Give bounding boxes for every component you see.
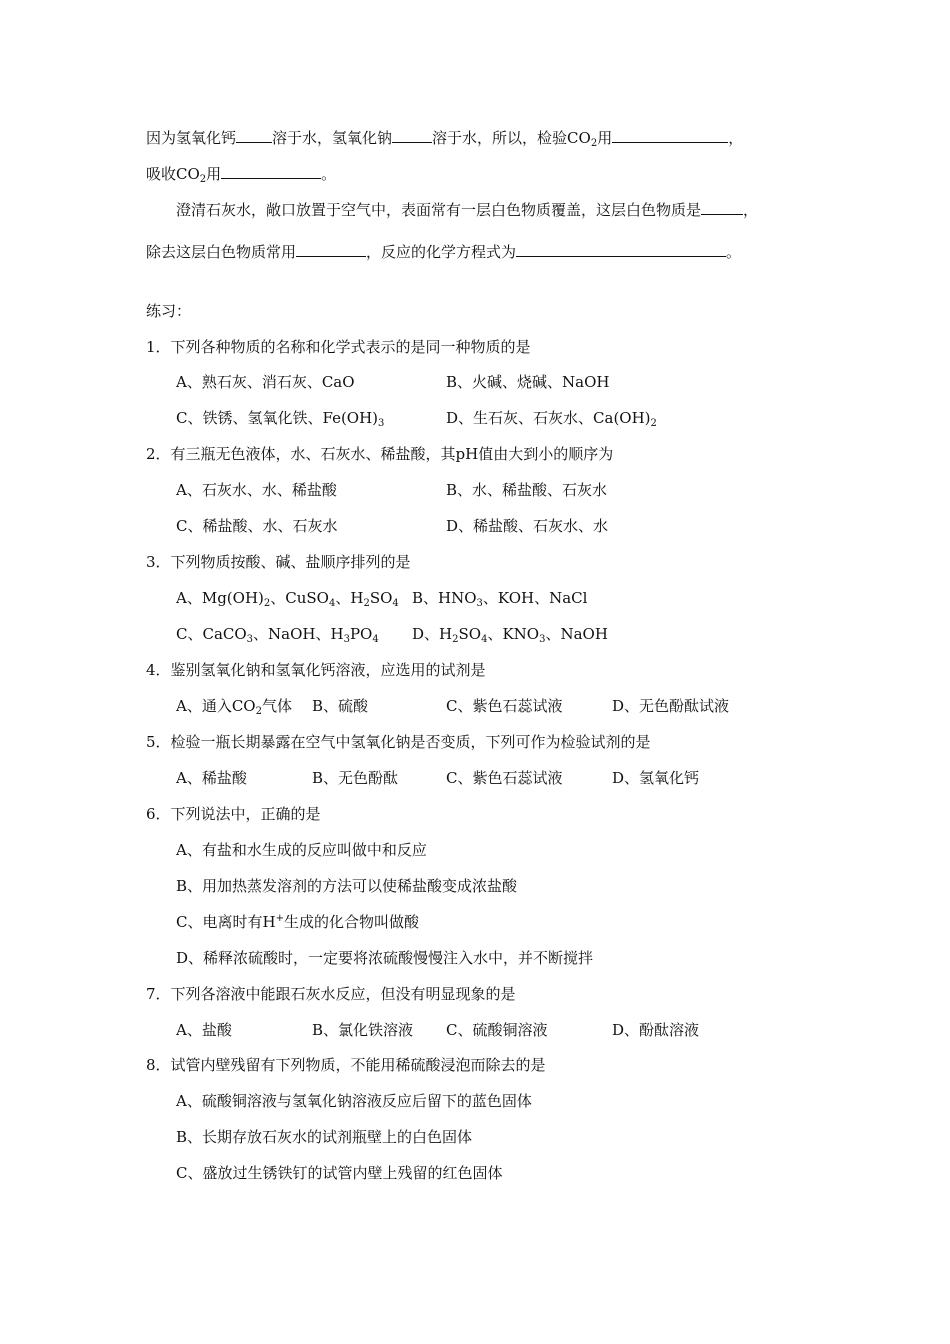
fill-blank[interactable] bbox=[612, 128, 728, 143]
subscript: 3 bbox=[378, 418, 385, 429]
subscript: 3 bbox=[246, 634, 254, 645]
question-3: 3．下列物质按酸、碱、盐顺序排列的是 bbox=[146, 553, 411, 571]
intro-line-3 bbox=[176, 200, 758, 220]
option-text: A、通入CO bbox=[176, 697, 256, 715]
intro-text: 澄清石灰水，敞口放置于空气中，表面常有一层白色物质覆盖，这层白色物质是 bbox=[176, 201, 702, 219]
option-text: 、H bbox=[335, 589, 364, 607]
q5-option-d[interactable]: D、氢氧化钙 bbox=[612, 769, 700, 787]
q3-option-c[interactable] bbox=[176, 624, 379, 644]
option-text: 、CuSO bbox=[270, 589, 329, 607]
question-5: 5．检验一瓶长期暴露在空气中氢氧化钠是否变质，下列可作为检验试剂的是 bbox=[146, 733, 651, 751]
intro-text: 溶于水，所以，检验CO bbox=[432, 129, 591, 147]
q5-option-c[interactable]: C、紫色石蕊试液 bbox=[446, 769, 563, 787]
q2-option-c[interactable]: C、稀盐酸、水、石灰水 bbox=[176, 517, 338, 535]
option-text: C、电离时有H bbox=[176, 913, 276, 931]
subscript: 2 bbox=[363, 598, 370, 609]
option-text: PO bbox=[349, 625, 373, 643]
intro-text: 除去这层白色物质常用 bbox=[146, 243, 297, 261]
option-text: C、铁锈、氢氧化铁、Fe(OH) bbox=[176, 409, 379, 427]
subscript: 2 bbox=[452, 634, 459, 645]
q6-option-b[interactable]: B、用加热蒸发溶剂的方法可以使稀盐酸变成浓盐酸 bbox=[176, 877, 518, 895]
q4-option-c[interactable]: C、紫色石蕊试液 bbox=[446, 697, 563, 715]
q6-option-a[interactable]: A、有盐和水生成的反应叫做中和反应 bbox=[176, 841, 427, 859]
subscript: 4 bbox=[328, 598, 336, 609]
intro-text: ，反应的化学方程式为 bbox=[366, 243, 517, 261]
q7-option-b[interactable]: B、氯化铁溶液 bbox=[312, 1021, 414, 1039]
subscript: 2 bbox=[255, 706, 262, 717]
option-text: SO bbox=[458, 625, 482, 643]
q2-option-a[interactable]: A、石灰水、水、稀盐酸 bbox=[176, 481, 337, 499]
option-text: B、HNO bbox=[412, 589, 477, 607]
intro-text: 用 bbox=[206, 165, 222, 183]
option-text: SO bbox=[369, 589, 393, 607]
option-text: 、KNO bbox=[487, 625, 540, 643]
subscript: 4 bbox=[372, 634, 379, 645]
intro-text: 。 bbox=[726, 243, 742, 261]
fill-blank[interactable] bbox=[236, 128, 272, 143]
option-text: A、Mg(OH) bbox=[176, 589, 264, 607]
q8-option-a[interactable]: A、硫酸铜溶液与氢氧化钠溶液反应后留下的蓝色固体 bbox=[176, 1092, 532, 1110]
q1-option-c[interactable] bbox=[176, 408, 384, 428]
option-text: D、生石灰、石灰水、Ca(OH) bbox=[446, 409, 651, 427]
q4-option-d[interactable]: D、无色酚酞试液 bbox=[612, 697, 730, 715]
option-text: 、NaOH、H bbox=[253, 625, 344, 643]
q4-option-a[interactable] bbox=[176, 696, 292, 716]
intro-line-4 bbox=[146, 242, 741, 262]
subscript: 3 bbox=[476, 598, 483, 609]
option-text: 、KOH、NaCl bbox=[482, 589, 588, 607]
intro-text: ， bbox=[743, 201, 759, 219]
subscript: 4 bbox=[392, 598, 399, 609]
subscript: 3 bbox=[343, 634, 350, 645]
option-text: 、NaOH bbox=[545, 625, 608, 643]
option-text: C、CaCO bbox=[176, 625, 247, 643]
q7-option-c[interactable]: C、硫酸铜溶液 bbox=[446, 1021, 548, 1039]
intro-text: ， bbox=[728, 129, 744, 147]
q8-option-b[interactable]: B、长期存放石灰水的试剂瓶壁上的白色固体 bbox=[176, 1128, 473, 1146]
question-8: 8．试管内壁残留有下列物质，不能用稀硫酸浸泡而除去的是 bbox=[146, 1056, 546, 1074]
fill-blank[interactable] bbox=[701, 200, 743, 215]
option-text: 气体 bbox=[261, 697, 292, 715]
q3-option-a[interactable] bbox=[176, 588, 399, 608]
fill-blank[interactable] bbox=[221, 164, 321, 179]
question-7: 7．下列各溶液中能跟石灰水反应，但没有明显现象的是 bbox=[146, 985, 516, 1003]
q4-option-b[interactable]: B、硫酸 bbox=[312, 697, 369, 715]
intro-text: 吸收CO bbox=[146, 165, 200, 183]
q1-option-b[interactable]: B、火碱、烧碱、NaOH bbox=[446, 373, 610, 391]
subscript: 4 bbox=[481, 634, 488, 645]
question-4: 4．鉴别氢氧化钠和氢氧化钙溶液，应选用的试剂是 bbox=[146, 661, 486, 679]
exercise-title: 练习： bbox=[146, 302, 192, 320]
q2-option-d[interactable]: D、稀盐酸、石灰水、水 bbox=[446, 517, 609, 535]
q7-option-d[interactable]: D、酚酞溶液 bbox=[612, 1021, 700, 1039]
subscript: 2 bbox=[590, 138, 598, 149]
q1-option-a[interactable]: A、熟石灰、消石灰、CaO bbox=[176, 373, 355, 391]
subscript: 2 bbox=[650, 418, 657, 429]
option-text: D、H bbox=[412, 625, 453, 643]
fill-blank[interactable] bbox=[392, 128, 432, 143]
intro-text: 溶于水，氢氧化钠 bbox=[272, 129, 393, 147]
intro-text: 用 bbox=[597, 129, 613, 147]
question-1: 1．下列各种物质的名称和化学式表示的是同一种物质的是 bbox=[146, 338, 531, 356]
q5-option-a[interactable]: A、稀盐酸 bbox=[176, 769, 247, 787]
q6-option-d[interactable]: D、稀释浓硫酸时，一定要将浓硫酸慢慢注入水中，并不断搅拌 bbox=[176, 949, 594, 967]
intro-text: 因为氢氧化钙 bbox=[146, 129, 237, 147]
subscript: 2 bbox=[263, 598, 271, 609]
subscript: 2 bbox=[199, 174, 207, 185]
intro-line-1 bbox=[146, 128, 743, 148]
fill-blank[interactable] bbox=[516, 242, 726, 257]
q5-option-b[interactable]: B、无色酚酞 bbox=[312, 769, 399, 787]
intro-line-2 bbox=[146, 164, 336, 184]
q3-option-b[interactable] bbox=[412, 588, 587, 608]
q3-option-d[interactable] bbox=[412, 624, 608, 644]
q6-option-c[interactable] bbox=[176, 912, 419, 932]
option-text: 生成的化合物叫做酸 bbox=[283, 913, 419, 931]
fill-blank[interactable] bbox=[296, 242, 366, 257]
superscript: + bbox=[275, 913, 284, 924]
q7-option-a[interactable]: A、盐酸 bbox=[176, 1021, 232, 1039]
q1-option-d[interactable] bbox=[446, 408, 657, 428]
q2-option-b[interactable]: B、水、稀盐酸、石灰水 bbox=[446, 481, 608, 499]
question-2: 2．有三瓶无色液体，水、石灰水、稀盐酸，其pH值由大到小的顺序为 bbox=[146, 445, 614, 463]
subscript: 3 bbox=[539, 634, 546, 645]
q8-option-c[interactable]: C、盛放过生锈铁钉的试管内壁上残留的红色固体 bbox=[176, 1164, 503, 1182]
question-6: 6．下列说法中，正确的是 bbox=[146, 805, 321, 823]
intro-text: 。 bbox=[321, 165, 337, 183]
